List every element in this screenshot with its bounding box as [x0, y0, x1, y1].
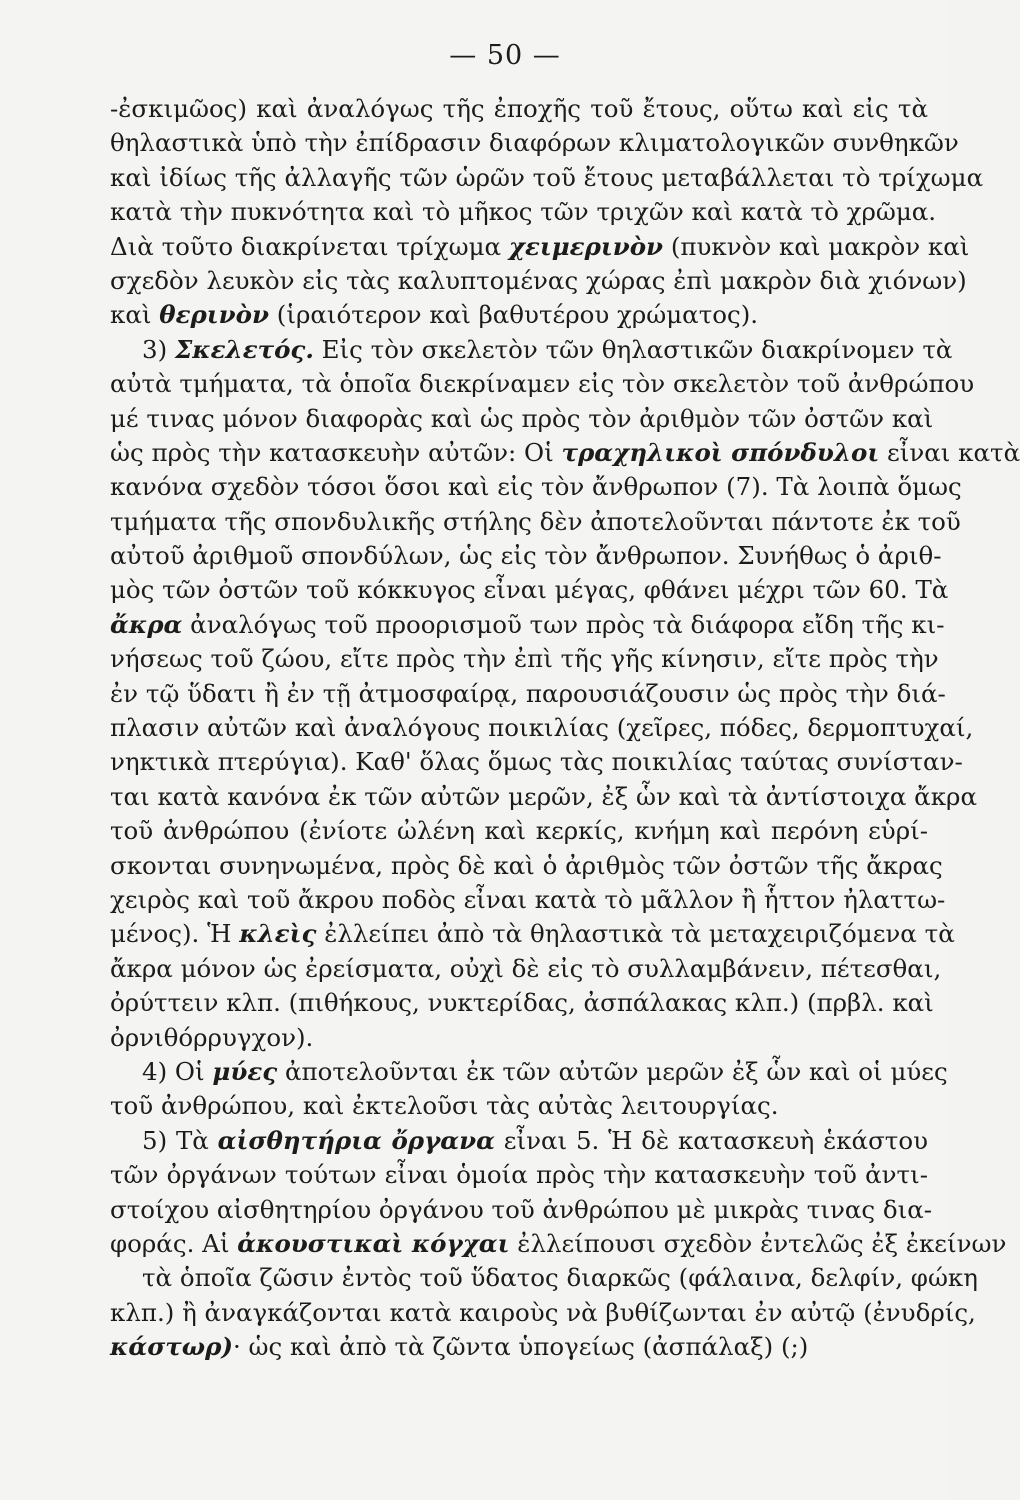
text-segment: κατὰ τὴν πυκνότητα καὶ τὸ μῆκος τῶν τριχῶν καὶ κατὰ τὸ χρῶμα.: [110, 197, 937, 227]
text-segment: ἄκρα μόνον ὡς ἐρείσματα, οὐχὶ δὲ εἰς τὸ συλλαμβάνειν, πέτεσθαι,: [110, 953, 942, 983]
text-segment: μέ τινας μόνον διαφορὰς καὶ ὡς πρὸς τὸν ἀριθμὸν τῶν ὀστῶν καὶ: [110, 403, 934, 433]
text-line: [110, 1124, 928, 1158]
emphasized-term: μύες: [212, 1056, 278, 1086]
text-line: [110, 230, 970, 264]
text-segment: χειρὸς καὶ τοῦ ἄκρου ποδὸς εἶναι κατὰ τὸ μᾶλλον ἢ ἧττον ἠλαττω-: [110, 884, 946, 914]
text-segment: ται κατὰ κανόνα ἐκ τῶν αὐτῶν μερῶν, ἐξ ὧν καὶ τὰ ἀντίστοιχα ἄκρα: [110, 781, 977, 811]
text-line: [110, 539, 942, 573]
text-line: [110, 333, 953, 367]
text-line: [110, 573, 949, 607]
emphasized-term: θερινὸν: [159, 300, 269, 330]
emphasized-term: ἀκουστικαὶ κόγχαι: [237, 1228, 510, 1258]
text-segment: τοῦ ἀνθρώπου, καὶ ἐκτελοῦσι τὰς αὐτὰς λειτουργίας.: [110, 1091, 779, 1121]
text-line: [110, 642, 939, 676]
text-line: [110, 814, 928, 848]
text-segment: 3): [142, 334, 175, 364]
emphasized-term: κάστωρ): [110, 1332, 233, 1362]
text-segment: θηλαστικὰ ὑπὸ τὴν ἐπίδρασιν διαφόρων κλιματολογικῶν συνθηκῶν: [110, 128, 959, 158]
text-segment: ὡς πρὸς τὴν κατασκευὴν αὐτῶν: Οἱ: [110, 437, 562, 467]
text-line: [110, 780, 977, 814]
text-segment: ἀποτελοῦνται ἐκ τῶν αὐτῶν μερῶν ἐξ ὧν καὶ οἱ μύες: [277, 1056, 948, 1086]
text-line: [110, 264, 967, 298]
text-line: [110, 298, 928, 332]
text-line: [110, 436, 1020, 470]
text-line: [110, 608, 945, 642]
text-segment: σχεδὸν λευκὸν εἰς τὰς καλυπτομένας χώρας ἐπὶ μακρὸν διὰ χιόνων): [110, 265, 967, 295]
text-segment: μένος). Ἡ: [110, 919, 240, 949]
text-segment: 4) Οἱ: [142, 1056, 213, 1086]
text-segment: στοίχου αἰσθητηρίου ὀργάνου τοῦ ἀνθρώπου μὲ μικρὰς τινας δια-: [110, 1194, 933, 1224]
text-segment: (ἱραιότερον καὶ βαθυτέρου χρώματος).: [269, 300, 759, 330]
text-line: [110, 1330, 928, 1364]
text-line: [110, 986, 934, 1020]
emphasized-term: τραχηλικοὶ σπόνδυλοι: [561, 437, 880, 467]
text-line: [110, 1021, 928, 1055]
text-segment: τοῦ ἀνθρώπου (ἐνίοτε ὠλένη καὶ κερκίς, κνήμη καὶ περόνη εὑρί-: [110, 816, 928, 846]
text-segment: ἐλλείπει ἀπὸ τὰ θηλαστικὰ τὰ μεταχειριζόμενα τὰ: [316, 919, 955, 949]
text-segment: φοράς. Αἱ: [110, 1228, 238, 1258]
text-line: [110, 126, 959, 160]
text-segment: εἶναι κατὰ: [879, 437, 1020, 467]
emphasized-term: Σκελετός.: [174, 334, 314, 364]
text-segment: ὀρνιθόρρυγχον).: [110, 1022, 314, 1052]
text-line: [110, 161, 984, 195]
text-segment: ἀναλόγως τοῦ προορισμοῦ των πρὸς τὰ διάφορα εἴδη τῆς κι-: [182, 609, 945, 639]
text-line: [110, 1193, 933, 1227]
text-segment: σκονται συνηνωμένα, πρὸς δὲ καὶ ὁ ἀριθμὸς τῶν ὀστῶν τῆς ἄκρας: [110, 850, 943, 880]
text-segment: νήσεως τοῦ ζώου, εἴτε πρὸς τὴν ἐπὶ τῆς γῆς κίνησιν, εἴτε πρὸς τὴν: [110, 644, 939, 674]
emphasized-term: χειμερινὸν: [508, 231, 664, 261]
emphasized-term: αἰσθητήρια ὄργανα: [217, 1125, 495, 1155]
text-segment: πλασιν αὐτῶν καὶ ἀναλόγους ποικιλίας (χεῖρες, πόδες, δερμοπτυχαί,: [110, 713, 974, 743]
text-segment: τμήματα τῆς σπονδυλικῆς στήλης δὲν ἀποτελοῦνται πάντοτε ἐκ τοῦ: [110, 506, 961, 536]
text-segment: Διὰ τοῦτο διακρίνεται τρίχωμα: [110, 231, 509, 261]
text-line: [110, 1296, 976, 1330]
text-line: [110, 195, 937, 229]
text-segment: νηκτικὰ πτερύγια). Καθ' ὅλας ὅμως τὰς ποικιλίας ταύτας συνίσταν-: [110, 747, 963, 777]
text-line: [110, 1158, 928, 1192]
text-line: [110, 883, 946, 917]
emphasized-term: κλεὶς: [239, 919, 317, 949]
text-line: [110, 367, 975, 401]
text-line: [110, 711, 974, 745]
text-segment: τὰ ὁποῖα ζῶσιν ἐντὸς τοῦ ὕδατος διαρκῶς (φάλαινα, δελφίν, φώκη: [142, 1263, 978, 1293]
text-line: [110, 849, 943, 883]
text-segment: (πυκνὸν καὶ μακρὸν καὶ: [663, 231, 970, 261]
text-segment: ἐν τῷ ὕδατι ἢ ἐν τῇ ἀτμοσφαίρᾳ, παρουσιάζουσιν ὡς πρὸς τὴν διά-: [110, 678, 946, 708]
page-number: — 50 —: [449, 40, 561, 71]
text-line: [110, 402, 934, 436]
text-line: [110, 505, 961, 539]
text-segment: τῶν ὀργάνων τούτων εἶναι ὁμοία πρὸς τὴν κατασκευὴν τοῦ ἀντι-: [110, 1160, 928, 1190]
text-line: [110, 677, 946, 711]
text-line: [110, 1261, 978, 1295]
text-segment: ἐλλείπουσι σχεδὸν ἐντελῶς ἐξ ἐκείνων: [509, 1228, 1007, 1258]
text-segment: αὐτοῦ ἀριθμοῦ σπονδύλων, ὡς εἰς τὸν ἄνθρωπον. Συνήθως ὁ ἀριθ-: [110, 541, 942, 571]
text-line: [110, 1227, 1007, 1261]
body-text: [110, 92, 1020, 1364]
emphasized-term: ἄκρα: [110, 609, 183, 639]
text-line: [110, 952, 942, 986]
text-segment: κλπ.) ἢ ἀναγκάζονται κατὰ καιροὺς νὰ βυθίζωνται ἐν αὐτῷ (ἐνυδρίς,: [110, 1297, 976, 1327]
text-segment: Εἰς τὸν σκελετὸν τῶν θηλαστικῶν διακρίνομεν τὰ: [313, 334, 953, 364]
text-line: [110, 470, 962, 504]
text-segment: καὶ ἰδίως τῆς ἀλλαγῆς τῶν ὡρῶν τοῦ ἔτους μεταβάλλεται τὸ τρίχωμα: [110, 162, 984, 192]
text-segment: εἶναι 5. Ἡ δὲ κατασκευὴ ἑκάστου: [494, 1125, 928, 1155]
text-segment: καὶ: [110, 300, 160, 330]
text-segment: · ὡς καὶ ἀπὸ τὰ ζῶντα ὑπογείως (ἀσπάλαξ) (;): [232, 1332, 809, 1362]
text-segment: ὀρύττειν κλπ. (πιθήκους, νυκτερίδας, ἀσπάλακας κλπ.) (πρβλ. καὶ: [110, 988, 934, 1018]
text-line: [110, 1055, 948, 1089]
text-line: [110, 92, 928, 126]
text-line: [110, 1089, 928, 1123]
text-line: [110, 745, 963, 779]
text-line: [110, 917, 955, 951]
text-segment: μὸς τῶν ὀστῶν τοῦ κόκκυγος εἶναι μέγας, φθάνει μέχρι τῶν 60. Τὰ: [110, 575, 949, 605]
text-segment: 5) Τὰ: [142, 1125, 218, 1155]
text-segment: -ἐσκιμῶος) καὶ ἀναλόγως τῆς ἐποχῆς τοῦ ἔτους, οὕτω καὶ εἰς τὰ: [110, 94, 928, 123]
text-segment: κανόνα σχεδὸν τόσοι ὅσοι καὶ εἰς τὸν ἄνθρωπον (7). Τὰ λοιπὰ ὅμως: [110, 472, 962, 502]
text-segment: αὐτὰ τμήματα, τὰ ὁποῖα διεκρίναμεν εἰς τὸν σκελετὸν τοῦ ἀνθρώπου: [110, 369, 975, 399]
